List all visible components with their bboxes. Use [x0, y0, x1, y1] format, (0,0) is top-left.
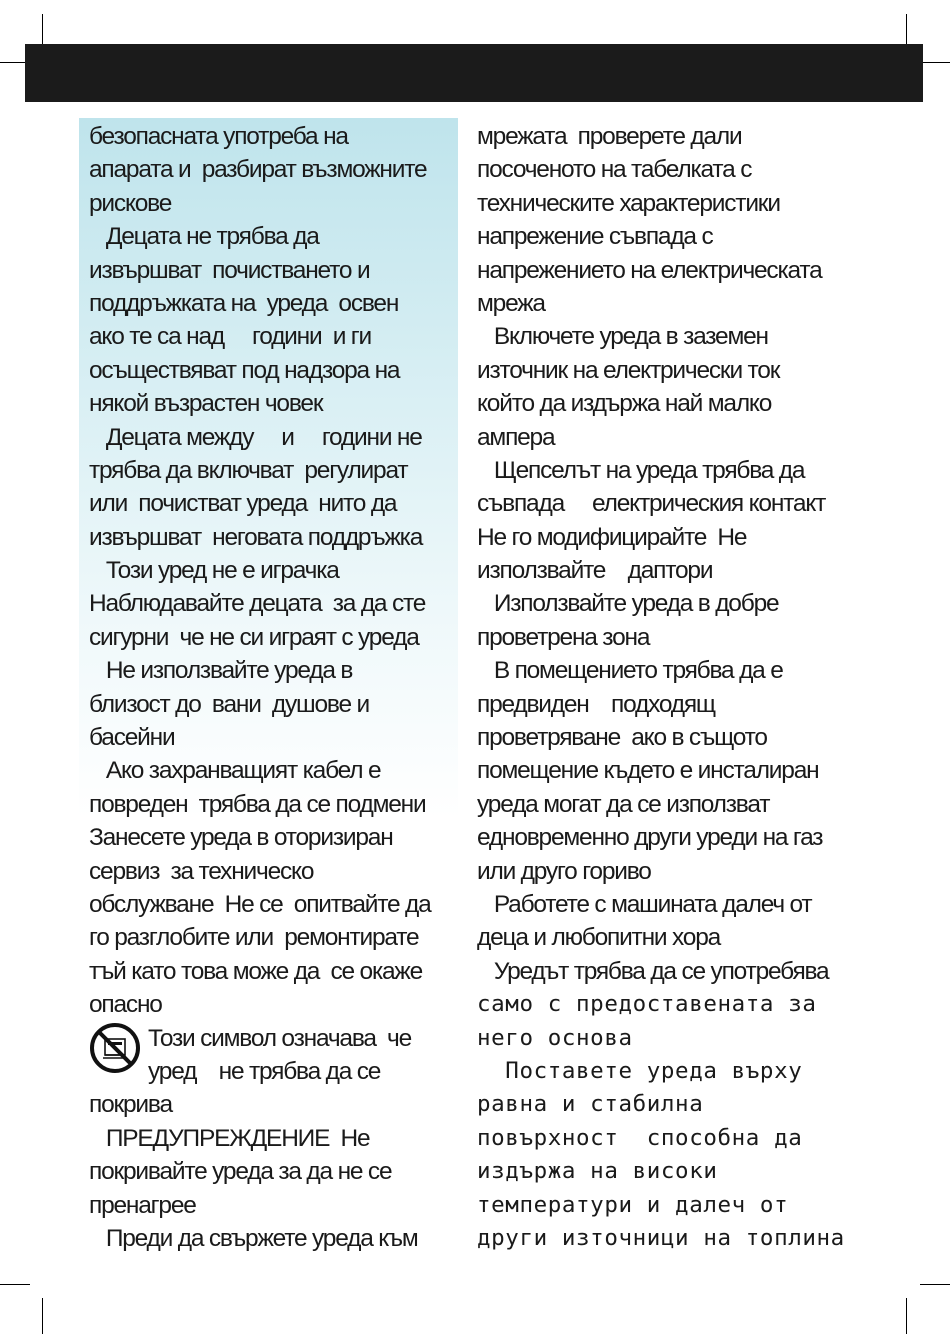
text-line: техническите характеристики: [477, 189, 780, 217]
crop-mark: [920, 62, 950, 63]
text-line: тъй като това може да се окаже: [89, 957, 423, 985]
text-line: Използвайте уреда в добре: [477, 590, 779, 618]
text-line: трябва да включват регулират: [89, 456, 408, 484]
text-line: уреда могат да се използват: [477, 790, 770, 818]
text-line: едновременно други уреди на газ: [477, 824, 823, 852]
text-line: близост до вани душове и: [89, 690, 369, 718]
text-line: ако те са над години и ги: [89, 323, 372, 351]
right-column-mono-lines: [477, 988, 847, 1255]
crop-mark: [42, 1298, 43, 1334]
text-line: Занесете уреда в оторизиран: [89, 824, 393, 852]
text-line: него основа: [477, 1024, 633, 1051]
text-line: Децата между и години не: [89, 423, 422, 451]
text-line: покривайте уреда за да не се: [89, 1158, 392, 1186]
text-line: извършват неговата поддръжка: [89, 523, 423, 551]
header-bar: [25, 44, 923, 102]
text-line: температури и далеч от: [477, 1191, 789, 1218]
left-column-tail: [89, 1122, 459, 1256]
text-line: Преди да свържете уреда към: [89, 1224, 418, 1252]
text-line: пренагрее: [89, 1191, 196, 1219]
text-line: Ако захранващият кабел е: [89, 757, 381, 785]
icon-note-line-2: уред не трябва да се: [148, 1057, 381, 1085]
text-line: Включете уреда в заземен: [477, 323, 768, 351]
text-line: напрежение съвпада с: [477, 223, 713, 251]
text-line: само с предоставената за: [477, 991, 817, 1018]
text-line: осъществяват под надзора на: [89, 356, 400, 384]
text-line: обслужване Не се опитвайте да: [89, 890, 431, 918]
text-line: предвиден подходящ: [477, 690, 715, 718]
text-line: Щепселът на уреда трябва да: [477, 456, 805, 484]
text-line: безопасната употреба на: [89, 123, 348, 150]
icon-note-line-1: Този символ означава че: [148, 1024, 411, 1052]
text-line: ПРЕДУПРЕЖДЕНИЕ Не: [89, 1124, 370, 1152]
text-line: проветряване ако в същото: [477, 724, 767, 752]
left-column: [89, 120, 459, 1255]
text-line: равна и стабилна: [477, 1091, 704, 1118]
text-line: издържа на високи: [477, 1158, 718, 1185]
text-line: или друго гориво: [477, 857, 651, 885]
text-line: посоченото на табелката с: [477, 156, 752, 184]
right-column: [477, 120, 847, 1255]
text-line: Децата не трябва да: [89, 223, 319, 251]
text-line: или почистват уреда нито да: [89, 490, 397, 518]
no-covering-icon: [89, 1022, 141, 1074]
text-line: Не го модифицирайте Не: [477, 523, 747, 551]
text-line: напрежението на електрическата: [477, 256, 822, 284]
text-line: мрежата проверете дали: [477, 123, 742, 150]
text-line: басейни: [89, 724, 175, 752]
text-line: някой възрастен човек: [89, 390, 323, 418]
text-line: поддръжката на уреда освен: [89, 289, 399, 317]
crop-mark: [906, 1298, 907, 1334]
text-line: повърхност способна да: [477, 1124, 803, 1151]
text-line: други източници на топлина: [477, 1224, 845, 1251]
icon-note: [89, 1022, 459, 1122]
text-line: Поставете уреда върху: [477, 1057, 803, 1084]
text-line: мрежа: [477, 289, 545, 317]
text-line: Работете с машината далеч от: [477, 890, 812, 918]
text-line: Уредът трябва да се употребява: [477, 957, 829, 985]
text-line: сигурни че не си играят с уреда: [89, 623, 419, 651]
crop-mark: [0, 1284, 30, 1285]
text-line: сервиз за техническо: [89, 857, 314, 885]
crop-mark: [920, 1284, 950, 1285]
text-line: апарата и разбират възможните: [89, 156, 427, 184]
text-line: съвпада електрическия контакт: [477, 490, 826, 518]
text-line: ампера: [477, 423, 555, 451]
text-line: проветрена зона: [477, 623, 650, 651]
text-line: В помещението трябва да е: [477, 657, 783, 685]
text-line: който да издържа най малко: [477, 390, 772, 418]
text-line: използвайте даптори: [477, 557, 713, 585]
text-line: помещение където е инсталиран: [477, 757, 819, 785]
text-line: извършват почистването и: [89, 256, 370, 284]
text-line: повреден трябва да се подмени: [89, 790, 426, 818]
text-line: рискове: [89, 189, 172, 217]
left-column-lines: [89, 120, 459, 1022]
text-line: източник на електрически ток: [477, 356, 780, 384]
right-column-lines: [477, 120, 847, 988]
text-line: опасно: [89, 991, 162, 1019]
text-line: Този уред не е играчка: [89, 557, 339, 585]
text-line: го разглобите или ремонтирате: [89, 924, 419, 952]
text-line: деца и любопитни хора: [477, 924, 721, 952]
text-line: Наблюдавайте децата за да сте: [89, 590, 426, 618]
text-line: Не използвайте уреда в: [89, 657, 353, 685]
icon-note-line-3: покрива: [89, 1091, 172, 1119]
